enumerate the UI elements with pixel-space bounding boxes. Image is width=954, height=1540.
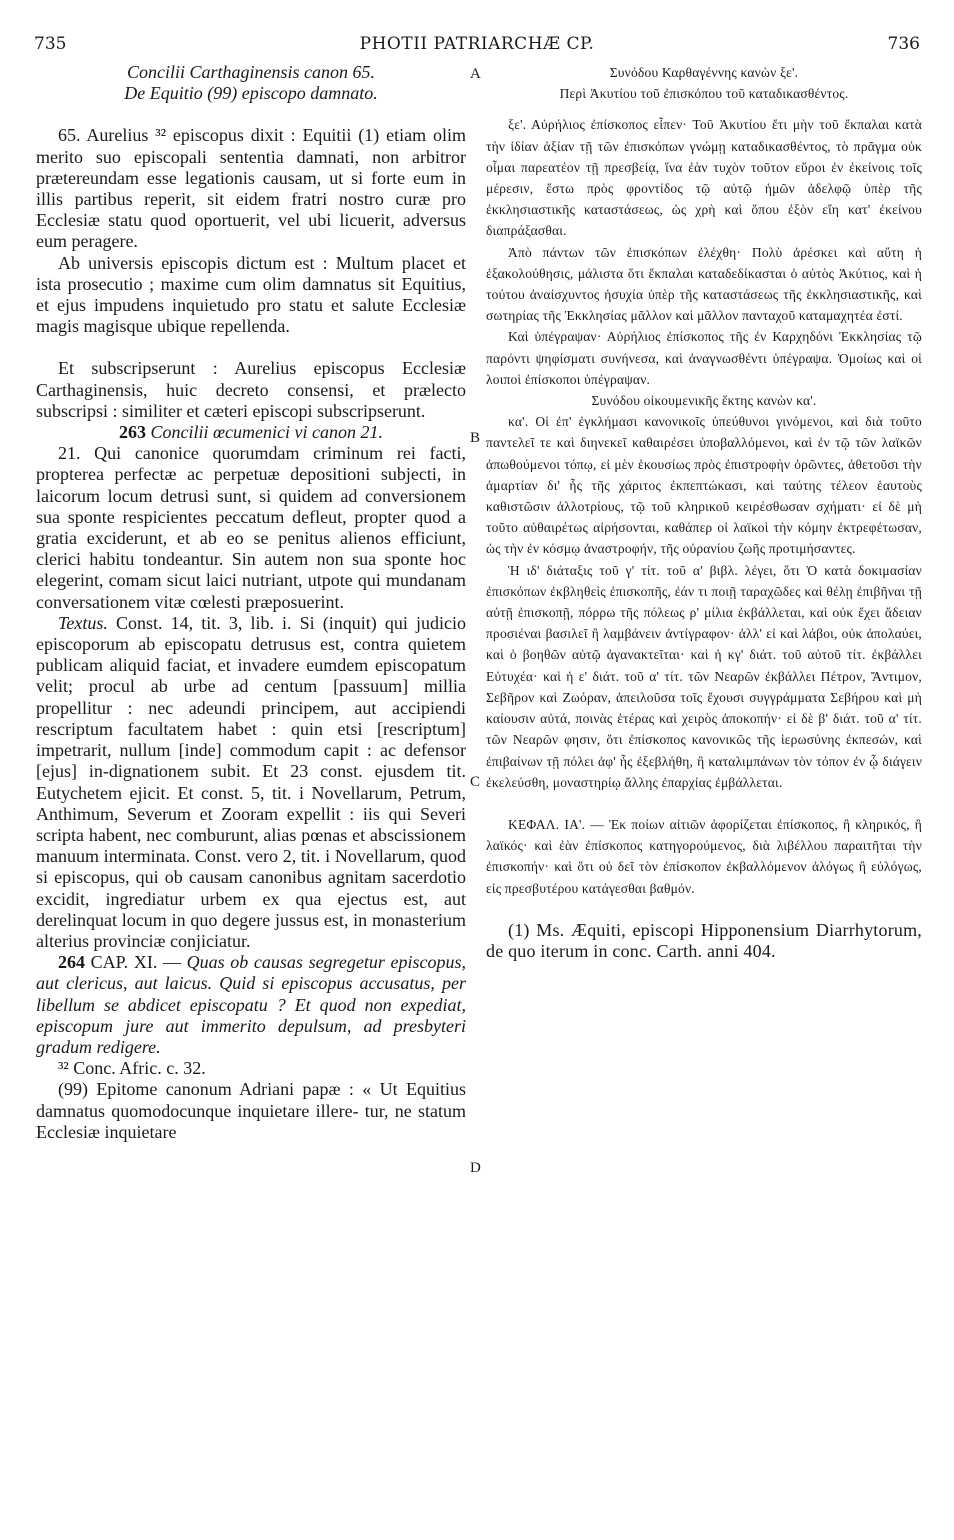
greek-paragraph-canon-21: κα'. Οἱ ἐπ' ἐγκλήμασι κανονικοῖς ὑπεύθυνοι γινόμενοι, καὶ διὰ τοῦτο παντελεῖ τε καὶ διηνεκεῖ καθαιρέσει ὑποβαλλόμενοι, καὶ ἐν τῷ τῶν λαϊκῶν ἀπωθούμενοι τόπῳ, εἰ μὲν ἑκουσίως πρὸς ἐπιστροφὴν ὁρῶντες, ἀθετοῦσι τὴν ἁμαρτίαν δι' ἧς τῆς χάριτος ἐκπεπτώκασι, καὶ ταύτης τέλεον ἑαυτοὺς καθιστῶσιν ἀλλοτρίους, τῷ τοῦ κληρικοῦ κειρέσθωσαν σχήματι· εἰ δὲ μὴ τοῦτο αὐθαιρέτως αἱρήσονται, καθάπερ οἱ λαϊκοὶ τὴν κόμην ἐκτρεφέτωσαν, ὡς τὴν ἐν κόσμῳ ἀναστροφήν, τῆς οὐρανίου ζωῆς προτιμήσαντες. bbox=[486, 414, 922, 557]
page-number-right: 736 bbox=[887, 34, 920, 54]
latin-heading-canon-21: 263 Concilii œcumenici vi canon 21. bbox=[119, 422, 383, 443]
latin-heading-equitius: De Equitio (99) episcopo damnato. bbox=[124, 83, 378, 104]
latin-paragraph-canon-21: 21. Qui canonice quorumdam criminum rei facti, propterea perfectæ ac perpetuæ depositioni subjecti, in laicorum locum detrusi sunt, si quidem ad conversionem sua sponte respicientes peccatum defleut, propter quod a gratia exciderunt, et ab eo se penitus alienos efficiunt, clerici habitu tondeantur. Sin autem non sua sponte hoc elegerint, comam sicut laici nutriant, utpote qui mundanam conversationem vitæ cœlesti præposuerint. bbox=[36, 443, 466, 612]
margin-letter-d: D bbox=[470, 1160, 481, 1176]
latin-paragraph-subscripserunt: Et subscripserunt : Aurelius episcopus Ecclesiæ Carthaginensis, huic decreto consensi, et prælecto subscripsi : similiter et cæteri episcopi subscripserunt. bbox=[36, 358, 466, 421]
greek-paragraph-diataxis: Ἡ ιδ' διάταξις τοῦ γ' τίτ. τοῦ α' βιβλ. λέγει, ὅτι Ὁ κατὰ δοκιμασίαν ἐπισκόπων ἐκβληθεὶς ἐπισκοπῆς, ἐάν τι ποιῇ ταραχῶδες καὶ θέλῃ ἐπιβῆναι τῇ αὐτῇ ἐπισκοπῇ, πόρρω τῆς πόλεως ρ' μίλια ἐκβάλλεται, καὶ οὐκ ἔχει ἄδειαν προσιέναι βασιλεῖ ἢ λαμβάνειν ἀντίγραφον· ἀλλ' εἰ καὶ λάβοι, οὐκ ἀπολαύει, καὶ ὁ βοηθῶν αὐτῷ ἀγανακτεῖται· καὶ ἡ κγ' διάτ. τοῦ αὐτοῦ τίτ. ἐκβάλλει Εὐτυχέα· καὶ ἡ ε' διάτ. τοῦ α' τίτ. τῶν Νεαρῶν ἐκβάλλει Πέτρον, Ἄντιμον, Σεβῆρον καὶ Ζωόραν, ἀπειλοῦσα τοῖς ἔχουσι συγγράμματα Σεβήρου καὶ μὴ καίουσιν αὐτά, ποινὰς ἑτέρας καὶ χειρὸς ἀποκοπήν· εἰ δὲ β' διάτ. τοῦ α' τίτ. τῶν Νεαρῶν φησιν, ὅτι ἐπίσκοπος κανονικῶς τῆς ἱερωσύνης ἐκπεσών, καὶ ἐπιβαίνων τῇ πόλει ἀφ' ἧς ἐξεβλήθη, ἢ καταλιμπάνων τὸν τόπον ἐν ᾧ διάγειν ἐκελεύσθη, μοναστηρίῳ ἄλλης ἐπαρχίας ἐμβάλλεται. bbox=[486, 562, 922, 790]
margin-letter-a: A bbox=[470, 66, 481, 82]
greek-heading-akytios: Περὶ Ἀκυτίου τοῦ ἐπισκόπου τοῦ καταδικασθέντος. bbox=[559, 86, 849, 102]
latin-column bbox=[36, 62, 466, 1143]
section-number-263: 263 bbox=[119, 422, 147, 443]
greek-paragraph-aurelios: ξε'. Αὐρήλιος ἐπίσκοπος εἶπεν· Τοῦ Ἀκυτίου ἔτι μὴν τοῦ ἔκπαλαι κατὰ τὴν ἰδίαν ἀξίαν τῇ τῶν ἐπισκόπων γνώμῃ καταδικασθέντος, τὸ πρᾶγμα οὐκ οἶμαι παρεατέον τῇ πρεσβείᾳ, ἵνα ἐὰν τυχὸν τοῦτον εὕροι ἐν ἐκείνοις τοῖς μέρεσιν, ἔστω πρὸς φροντίδος τῷ αὐτῷ ἡμῶν ἀδελφῷ ὑπὲρ τῆς ἐκκλησιαστικῆς καταστάσεως, ὡς χρὴ καὶ ὅπου ἐξὸν εἴη κατ' ἐκείνου διαπράξασθαι. bbox=[486, 117, 922, 239]
latin-heading-cap-xi: 264 CAP. XI. — Quas ob causas segregetur episcopus, aut clericus, aut laicus. Quid si episcopus accusatus, per libellum se abdicet episcopatu ? Et quod non expediat, episcopum jure aut immerito depulsum, ad presbyteri gradum redigere. bbox=[36, 952, 467, 1057]
latin-paragraph-aurelius: 65. Aurelius ³² episcopus dixit : Equitii (1) etiam olim merito suo episcopali sententia damnati, non arbitror prætereundam esse legationis causam, ut si forte eum in illis partibus reperit, sit eidem fratri nostro curæ pro Ecclesiæ statu quod oportuerit, vel ubi licuerit, adversus eum peragere. bbox=[36, 125, 466, 252]
latin-heading-canon-65: Concilii Carthaginensis canon 65. bbox=[126, 62, 375, 82]
greek-heading-canon-65: Συνόδου Καρθαγέννης κανὼν ξε'. bbox=[609, 65, 799, 80]
footnote-1: (1) Ms. Æquiti, episcopi Hipponensium Diarrhytorum, de quo iterum in conc. Carth. anni 404. bbox=[486, 919, 922, 962]
margin-letter-b: B bbox=[470, 430, 481, 446]
running-title: PHOTII PATRIARCHÆ CP. bbox=[359, 34, 595, 54]
greek-paragraph-episkopon: Ἀπὸ πάντων τῶν ἐπισκόπων ἐλέχθη· Πολὺ ἀρέσκει καὶ αὕτη ἡ ἐξακολούθησις, μάλιστα ὅτι ἔκπαλαι καταδεδίκασται ὁ αὐτὸς Ἀκύτιος, καὶ ἡ τούτου ἀναίσχυντος ἡσυχία ὑπὲρ τῆς καταστάσεως τῆς ἐκκλησιαστικῆς, καὶ σωτηρίας τῆς Ἐκκλησίας μᾶλλον καὶ μᾶλλον πανταχοῦ καταμαχητέα ἐστί. bbox=[486, 244, 922, 324]
greek-column bbox=[486, 62, 922, 963]
section-number-264: 264 bbox=[58, 952, 85, 973]
latin-paragraph-universis: Ab universis episcopis dictum est : Multum placet et ista prosecutio ; maxime cum olim damnatus sit Equitius, et ejus impudens inquietudo pro statu et salute Ecclesiæ magis magisque ubique repellenda. bbox=[36, 252, 466, 337]
latin-paragraph-textus: Textus. Const. 14, tit. 3, lib. i. Si (inquit) qui judicio episcoporum ab episcopatu detrusus est, contra quietem publicam aliquid faciat, et invadere eumdem episcopatum velit; procul ab urbe ad centum [passuum] millia propellitur : nec adeundi principem, aut accipiendi rescriptum facultatem habet : quin etsi [rescriptum] impetrarit, nullum [inde] commodum capit : ac defensor [ejus] in-dignationem subit. Et 23 const. ejusdem tit. Eutychetem ejicit. Et const. 5, tit. i Novellarum, Petrum, Anthimum, Severum et Zooram expellit : iis qui Severi scripta habent, nec comburunt, alias pœnas et abscissionem manuum interminata. Const. vero 2, tit. i Novellarum, quod si episcopus, qui ob causam canonibus agnitam sacerdotio excidit, ingrediatur urbem ex qua ejectus est, aut derelinquat locum in quo degere jussus est, in monasterium alterius provinciæ conjiciatur. bbox=[36, 612, 467, 951]
greek-heading-canon-21: Συνόδου οἰκουμενικῆς ἕκτης κανὼν κα'. bbox=[591, 393, 817, 409]
margin-letter-c: C bbox=[470, 774, 481, 790]
greek-paragraph-hypegrapsan: Καὶ ὑπέγραψαν· Αὐρήλιος ἐπίσκοπος τῆς ἐν Καρχηδόνι Ἐκκλησίας τῷ παρόντι ψηφίσματι συνήνεσα, καὶ ἀναγνωσθέντι ὑπέγραψα. Ὁμοίως καὶ οἱ λοιποὶ ἐπίσκοποι ὑπέγραψαν. bbox=[486, 329, 922, 387]
footnote-99: (99) Epitome canonum Adriani papæ : « Ut Equitius damnatus quomodocunque inquietare illere- tur, ne statum Ecclesiæ inquietare bbox=[36, 1079, 466, 1142]
greek-heading-kephalaion: ΚΕΦΑΛ. ΙΑ'. — Ἐκ ποίων αἰτιῶν ἀφορίζεται ἐπίσκοπος, ἢ κληρικός, ἢ λαϊκός· καὶ ἐὰν ἐπίσκοπος κατηγορούμενος, διὰ λιβέλλου παραιτῆται τὴν ἐπισκοπήν· καὶ ὅτι οὐ δεῖ τὸν ἐπίσκοπον ἐκβαλλόμενον ἀλόγως ἢ εὐλόγως, εἰς πρεσβυτέρου κατάγεσθαι βαθμόν. bbox=[486, 816, 922, 896]
page-number-left: 735 bbox=[34, 34, 67, 54]
footnote-32: ³² Conc. Afric. c. 32. bbox=[58, 1058, 206, 1079]
